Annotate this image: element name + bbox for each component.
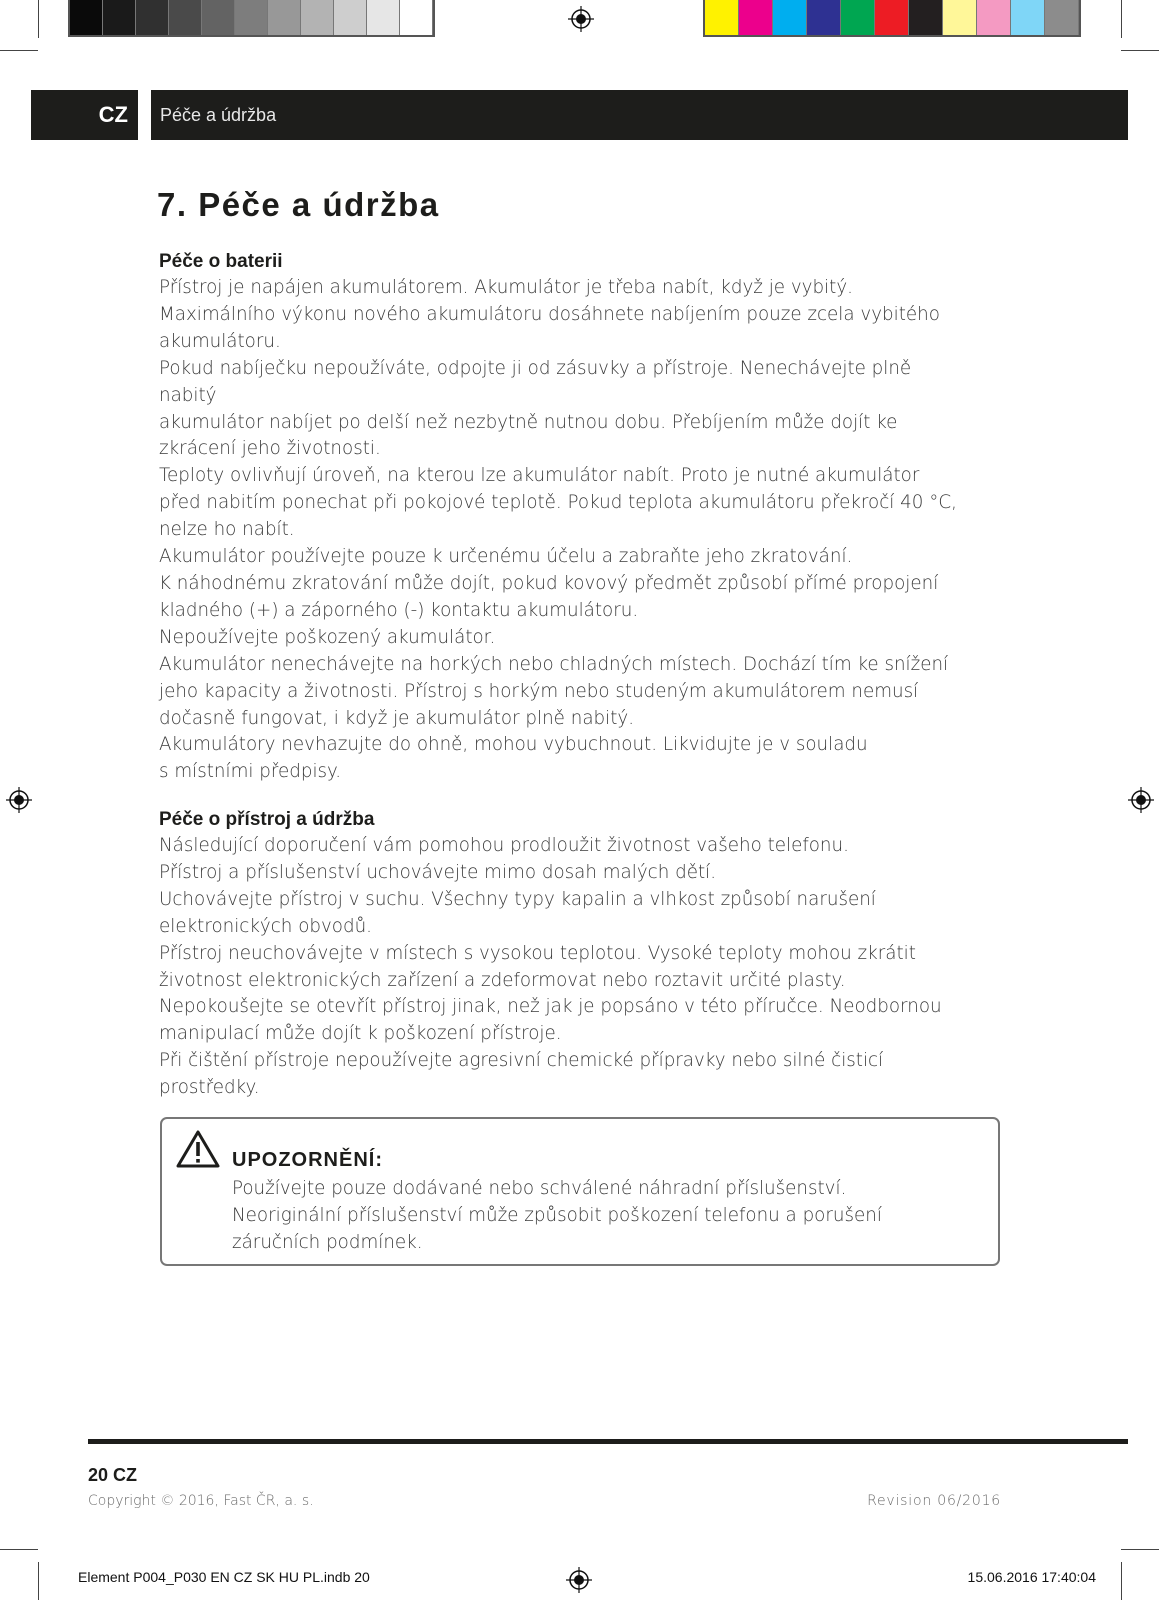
warning-text: Používejte pouze dodávané nebo schválené náhradní příslušenství. Neoriginální příslušenství může způsobit poškození telefonu a porušení záručních podmínek. (232, 1178, 882, 1253)
device-care-heading: Péče o přístroj a údržba (159, 809, 375, 830)
registration-mark-icon (1128, 787, 1154, 813)
gray-swatch (301, 0, 334, 35)
revision-label: Revision 06/2016 (867, 1493, 1001, 1509)
color-swatch (841, 0, 875, 35)
color-swatch (807, 0, 841, 35)
color-swatch (739, 0, 773, 35)
warning-title: UPOZORNĚNÍ: (232, 1149, 383, 1171)
copyright-notice: Copyright © 2016, Fast ČR, a. s. (88, 1493, 314, 1509)
color-swatch (875, 0, 909, 35)
device-care-text: Následující doporučení vám pomohou prodloužit životnost vašeho telefonu. Přístroj a příslušenství uchovávejte mimo dosah malých dětí. Uchovávejte přístroj v suchu. Všechny typy kapalin a vlhkost způsobí narušení elektronických obvodů. Přístroj neuchovávejte v místech s vysokou teplotou. Vysoké teploty mohou zkrátit životnost elektronických zařízení a zdeformovat nebo roztavit určité plasty. Nepokoušejte se otevřít přístroj jinak, než jak je popsáno v této příručce. Neodbornou manipulací může dojít k poškození přístroje. Při čištění přístroje nepoužívejte agresivní chemické přípravky nebo silné čisticí prostředky. (159, 835, 942, 1099)
gray-swatch (367, 0, 400, 35)
color-swatch (773, 0, 807, 35)
color-swatch (1011, 0, 1045, 35)
color-swatch (977, 0, 1011, 35)
header-language-tab: CZ (31, 90, 138, 140)
battery-care-heading: Péče o baterii (159, 251, 283, 272)
registration-mark-icon (566, 1567, 592, 1593)
crop-mark (1121, 1549, 1159, 1550)
color-swatch (1045, 0, 1079, 35)
registration-mark-icon (6, 787, 32, 813)
crop-mark (1121, 0, 1122, 38)
crop-mark (38, 1562, 39, 1600)
grayscale-color-bar (68, 0, 435, 37)
color-swatch (943, 0, 977, 35)
slug-filename: Element P004_P030 EN CZ SK HU PL.indb 20 (78, 1569, 370, 1585)
gray-swatch (202, 0, 235, 35)
gray-swatch (136, 0, 169, 35)
battery-care-text: Přístroj je napájen akumulátorem. Akumulátor je třeba nabít, když je vybitý. Maximálního výkonu nového akumulátoru dosáhnete nabíjením pouze zcela vybitého akumulátoru. Pokud nabíječku nepoužíváte, odpojte ji od zásuvky a přístroje. Nenechávejte plně nabitý akumulátor nabíjet po delší než nezbytně nutnou dobu. Přebíjením může dojít ke zkrácení jeho životnosti. Teploty ovlivňují úroveň, na kterou lze akumulátor nabít. Proto je nutné akumulátor před nabitím ponechat při pokojové teplotě. Pokud teplota akumulátoru překročí 40 °C, nelze ho nabít. Akumulátor používejte pouze k určenému účelu a zabraňte jeho zkratování. K náhodnému zkratování může dojít, pokud kovový předmět způsobí přímé propojení kladného (+) a záporného (-) kontaktu akumulátoru. Nepoužívejte poškozený akumulátor. Akumulátor nenechávejte na horkých nebo chladných místech. Dochází tím ke snížení jeho kapacity a životnosti. Přístroj s horkým nebo studeným akumulátorem nemusí dočasně fungovat, i když je akumulátor plně nabitý. Akumulátory nevhazujte do ohně, mohou vybuchnout. Likvidujte je v souladu s místními předpisy. (159, 277, 957, 783)
gray-swatch (235, 0, 268, 35)
gray-swatch (268, 0, 301, 35)
page-title: 7. Péče a údržba (157, 186, 440, 223)
warning-box (160, 1117, 1000, 1266)
color-swatch (909, 0, 943, 35)
header-section-title: Péče a údržba (151, 90, 1128, 140)
process-color-bar (703, 0, 1081, 37)
gray-swatch (103, 0, 136, 35)
crop-mark (38, 0, 39, 38)
footer-rule (88, 1439, 1128, 1444)
crop-mark (1121, 1562, 1122, 1600)
battery-care-section (159, 248, 1009, 786)
crop-mark (0, 1549, 38, 1550)
gray-swatch (400, 0, 433, 35)
gray-swatch (169, 0, 202, 35)
gray-swatch (70, 0, 103, 35)
gray-swatch (334, 0, 367, 35)
crop-mark (1121, 50, 1159, 51)
color-swatch (705, 0, 739, 35)
page-number: 20 CZ (88, 1465, 138, 1485)
crop-mark (0, 50, 38, 51)
slug-datetime: 15.06.2016 17:40:04 (967, 1569, 1096, 1585)
device-care-section (159, 806, 1009, 1102)
warning-triangle-icon (175, 1129, 221, 1169)
registration-mark-icon (568, 6, 594, 32)
